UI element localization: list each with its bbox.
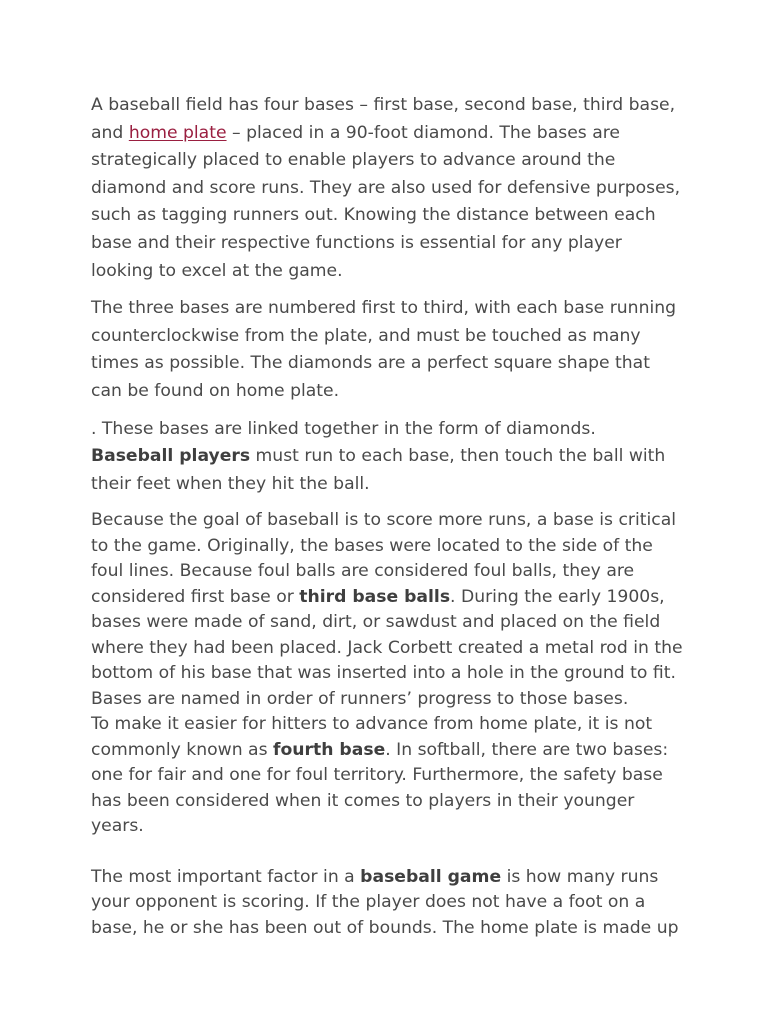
- paragraph-fourth-base: [91, 712, 683, 840]
- paragraph-text: – placed in a 90-foot diamond. The bases are strategically placed to enable players to advance around the diamond and score runs. They are also used for defensive purposes, such as tagging runners out. Knowing the distance between each base and their respective functions is essential for any player looking to excel at the game.: [91, 122, 681, 281]
- paragraph-intro: [91, 92, 683, 285]
- paragraph-text: To make it easier for hitters to advance from home plate, it is not commonly known as: [91, 714, 653, 760]
- article-body: [91, 92, 683, 941]
- paragraph-important-factor: [91, 865, 683, 942]
- bold-phrase: baseball game: [360, 866, 502, 887]
- paragraph-text: . These bases are linked together in the form of diamonds.: [91, 418, 596, 439]
- paragraph-text: Because the goal of baseball is to score more runs, a base is critical to the game. Originally, the bases were located to the side of the foul lines. Because foul balls are considered foul balls, they are considered first base or: [91, 510, 677, 607]
- bold-phrase: Baseball players: [91, 446, 251, 467]
- paragraph-text: . During the early 1900s, bases were made of sand, dirt, or sawdust and placed on the field where they had been placed. Jack Corbett created a metal rod in the bottom of his base that was inserted into a hole in the ground to fit. Bases are named in order of runners’ progress to those bases.: [91, 586, 683, 709]
- paragraph-bases-numbered: [91, 295, 683, 405]
- paragraph-text: The three bases are numbered first to third, with each base running counterclockwise from the plate, and must be touched as many times as possible. The diamonds are a perfect square shape that can be found on home plate.: [91, 298, 677, 401]
- home-plate-link[interactable]: home plate: [128, 122, 227, 143]
- paragraph-text: The most important factor in a: [91, 866, 361, 887]
- paragraph-text: is how many runs your opponent is scoring. If the player does not have a foot on a base, he or she has been out of bounds. The home plate is made up: [91, 866, 679, 938]
- paragraph-text: . In softball, there are two bases: one for fair and one for foul territory. Furthermore, the safety base has been considered when it comes to players in their younger years.: [91, 739, 669, 837]
- bold-phrase: third base balls: [299, 586, 451, 607]
- paragraph-goal-of-baseball: [91, 508, 683, 712]
- paragraph-bases-linked: [91, 416, 683, 499]
- paragraph-text: must run to each base, then touch the ball with their feet when they hit the ball.: [91, 446, 666, 494]
- bold-phrase: fourth base: [273, 739, 386, 760]
- paragraph-text: A baseball field has four bases – first base, second base, third base, and: [91, 95, 676, 143]
